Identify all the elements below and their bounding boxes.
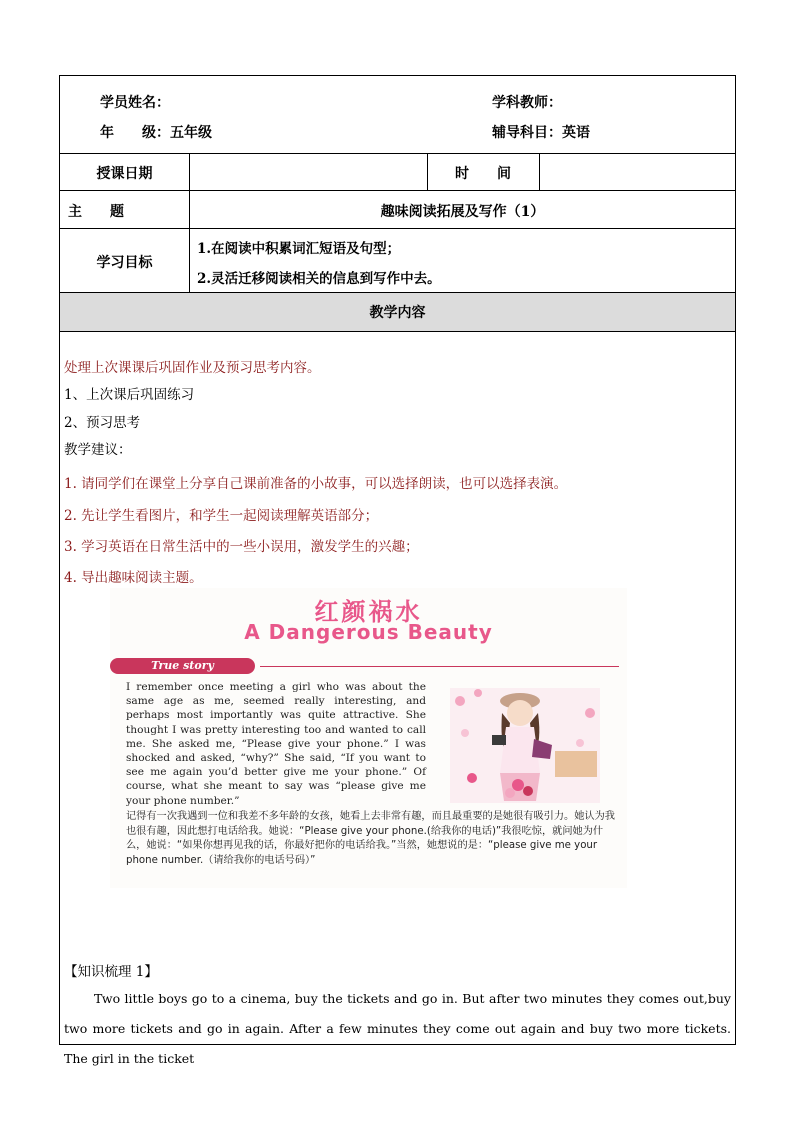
divider: [60, 331, 735, 332]
divider: [539, 153, 540, 190]
illustration-title-en: A Dangerous Beauty: [244, 620, 493, 644]
content-header: 教学内容: [369, 305, 426, 321]
subject-label: 辅导科目：英语: [492, 125, 590, 141]
student-name-label: 学员姓名：: [100, 95, 170, 111]
divider: [260, 666, 619, 667]
content-item: 1、上次课后巩固练习: [64, 387, 195, 403]
goal-item: 2.灵活迁移阅读相关的信息到写作中去。: [197, 271, 441, 287]
suggestion-title: 教学建议：: [64, 442, 132, 458]
time-label: 时 间: [455, 166, 511, 182]
goal-label: 学习目标: [96, 255, 153, 271]
divider: [60, 190, 735, 191]
theme-value: 趣味阅读拓展及写作（1）: [380, 204, 545, 220]
suggestion-item: 1. 请同学们在课堂上分享自己课前准备的小故事，可以选择朗读，也可以选择表演。: [64, 476, 568, 492]
knowledge-title: 【知识梳理 1】: [64, 964, 158, 980]
knowledge-paragraph: Two little boys go to a cinema, buy the tickets and go in. But after two minutes they comes out,buy two more tickets and go in again. After a few minutes they come out again and buy two more tickets. The girl in the ticket: [64, 991, 731, 1066]
story-illustration: [110, 588, 627, 888]
suggestion-item: 4. 导出趣味阅读主题。: [64, 570, 203, 586]
grade-label: 年 级：五年级: [100, 125, 212, 141]
illustration-title-cn: 红颜祸水: [314, 598, 423, 626]
teacher-label: 学科教师：: [492, 95, 562, 111]
suggestion-item: 2. 先让学生看图片，和学生一起阅读理解英语部分；: [64, 508, 379, 524]
suggestion-item: 3. 学习英语在日常生活中的一些小误用，激发学生的兴趣；: [64, 539, 419, 555]
divider: [60, 228, 735, 229]
goal-item: 1.在阅读中积累词汇短语及句型；: [197, 241, 401, 257]
story-chinese: 记得有一次我遇到一位和我差不多年龄的女孩，她看上去非常有趣，而且最重要的是她很有吸引力。她认为我也很有趣，因此想打电话给我。她说：“Please give your phone.(给我你的电话)”我很吃惊，就问她为什么，她说：“如果你想再见我的话，你最好把你的电话给我。”当然，她想说的是：“please give me your phone number.（请给我你的电话号码）”: [126, 811, 615, 866]
girl-illustration-icon: [440, 683, 610, 808]
story-english: I remember once meeting a girl who was about the same age as me, seemed really interesting, and perhaps most importantly was quite attractive. She thought I was pretty interesting too and wanted to call me. She asked me, “Please give your phone.” I was shocked and asked, “why?” She said, “If you want to see me again you’d better give me your phone.” Of course, what she meant to say was “please give me your phone number.”: [126, 681, 426, 807]
divider: [189, 153, 190, 305]
date-label: 授课日期: [96, 166, 153, 182]
theme-label: 主 题: [68, 204, 124, 220]
content-intro: 处理上次课课后巩固作业及预习思考内容。: [64, 360, 321, 376]
story-tag: True story: [110, 658, 255, 674]
content-item: 2、预习思考: [64, 415, 141, 431]
lesson-table: [59, 75, 736, 1066]
divider: [60, 153, 735, 154]
